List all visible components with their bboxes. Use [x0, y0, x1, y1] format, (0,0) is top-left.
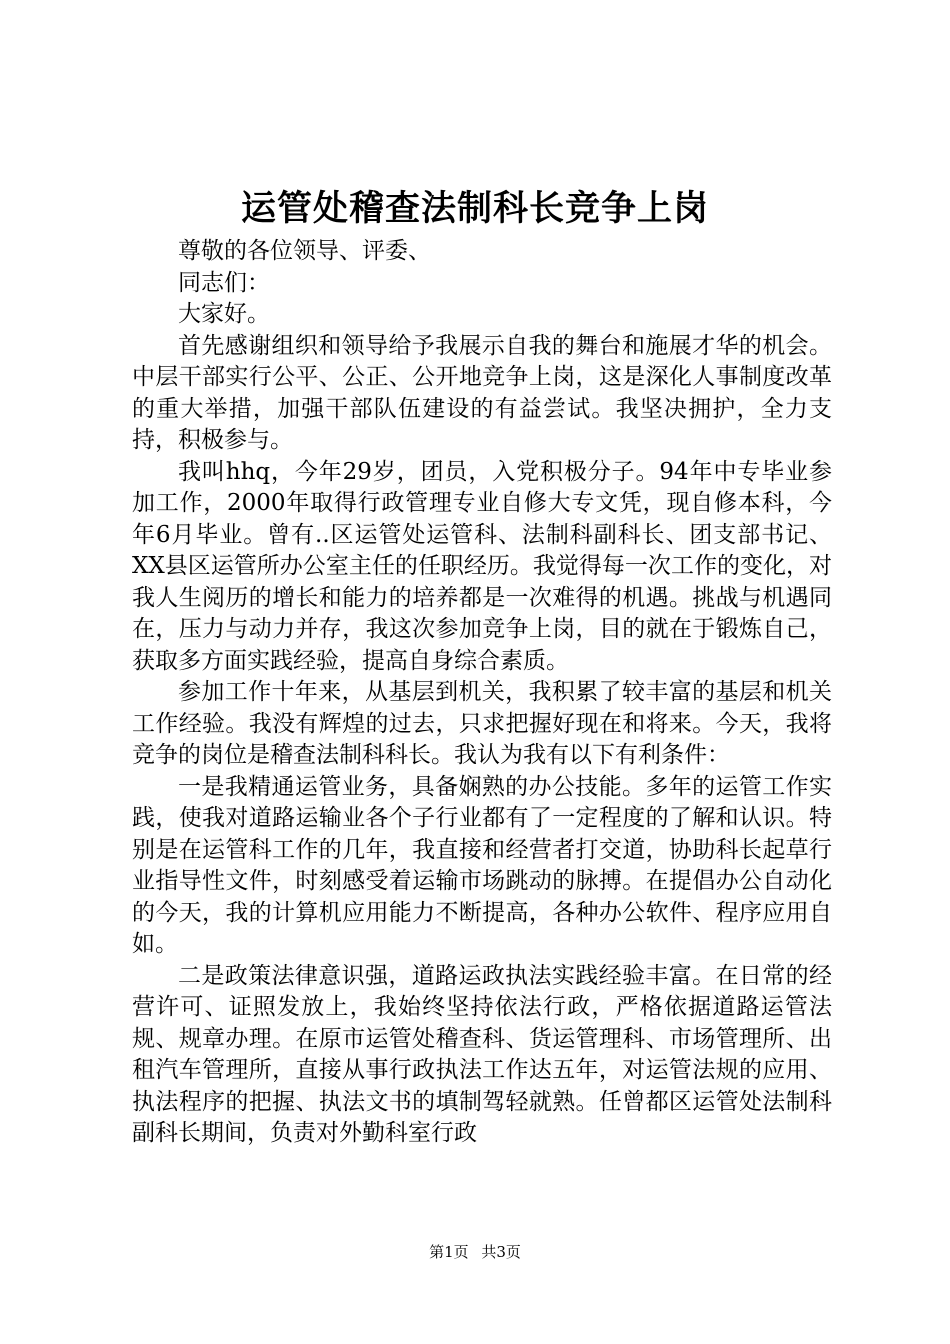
body-paragraph: 参加工作十年来，从基层到机关，我积累了较丰富的基层和机关工作经验。我没有辉煌的过去，只求把握好现在和将来。今天，我将竞争的岗位是稽查法制科科长。我认为我有以下有利条件： [132, 679, 832, 768]
page-total: 共3页 [481, 1243, 521, 1261]
body-paragraph: 二是政策法律意识强，道路运政执法实践经验丰富。在日常的经营许可、证照发放上，我始终坚持依法行政，严格依据道路运管法规、规章办理。在原市运管处稽查科、货运管理科、市场管理所、出租汽车管理所，直接从事行政执法工作达五年，对运管法规的应用、执法程序的把握、执法文书的填制驾轻就熟。任曾都区运管处法制科副科长期间，负责对外勤科室行政 [132, 962, 832, 1146]
body-paragraph: 一是我精通运管业务，具备娴熟的办公技能。多年的运管工作实践，使我对道路运输业各个子行业都有了一定程度的了解和认识。特别是在运管科工作的几年，我直接和经营者打交道，协助科长起草行业指导性文件，时刻感受着运输市场跳动的脉搏。在提倡办公自动化的今天，我的计算机应用能力不断提高，各种办公软件、程序应用自如。 [132, 773, 832, 957]
document-body [132, 236, 832, 1150]
document-title: 运管处稽查法制科长竞争上岗 [240, 188, 709, 229]
salutation-line: 尊敬的各位领导、评委、 [178, 238, 431, 264]
body-paragraph: 我叫hhq，今年29岁，团员，入党积极分子。94年中专毕业参加工作，2000年取得行政管理专业自修大专文凭，现自修本科，今年6月毕业。曾有..区运管处运管科、法制科副科长、团支部书记、XX县区运管所办公室主任的任职经历。我觉得每一次工作的变化，对我人生阅历的增长和能力的培养都是一次难得的机遇。挑战与机遇同在，压力与动力并存，我这次参加竞争上岗，目的就在于锻炼自己，获取多方面实践经验，提高自身综合素质。 [132, 458, 832, 674]
page-footer [0, 1242, 950, 1262]
salutation-line: 同志们： [178, 269, 270, 296]
body-paragraph: 首先感谢组织和领导给予我展示自我的舞台和施展才华的机会。中层干部实行公平、公正、公开地竞争上岗，这是深化人事制度改革的重大举措，加强干部队伍建设的有益尝试。我坚决拥护，全力支持，积极参与。 [132, 332, 832, 453]
page-number: 第1页 [429, 1243, 469, 1261]
greeting-line: 大家好。 [178, 301, 270, 327]
